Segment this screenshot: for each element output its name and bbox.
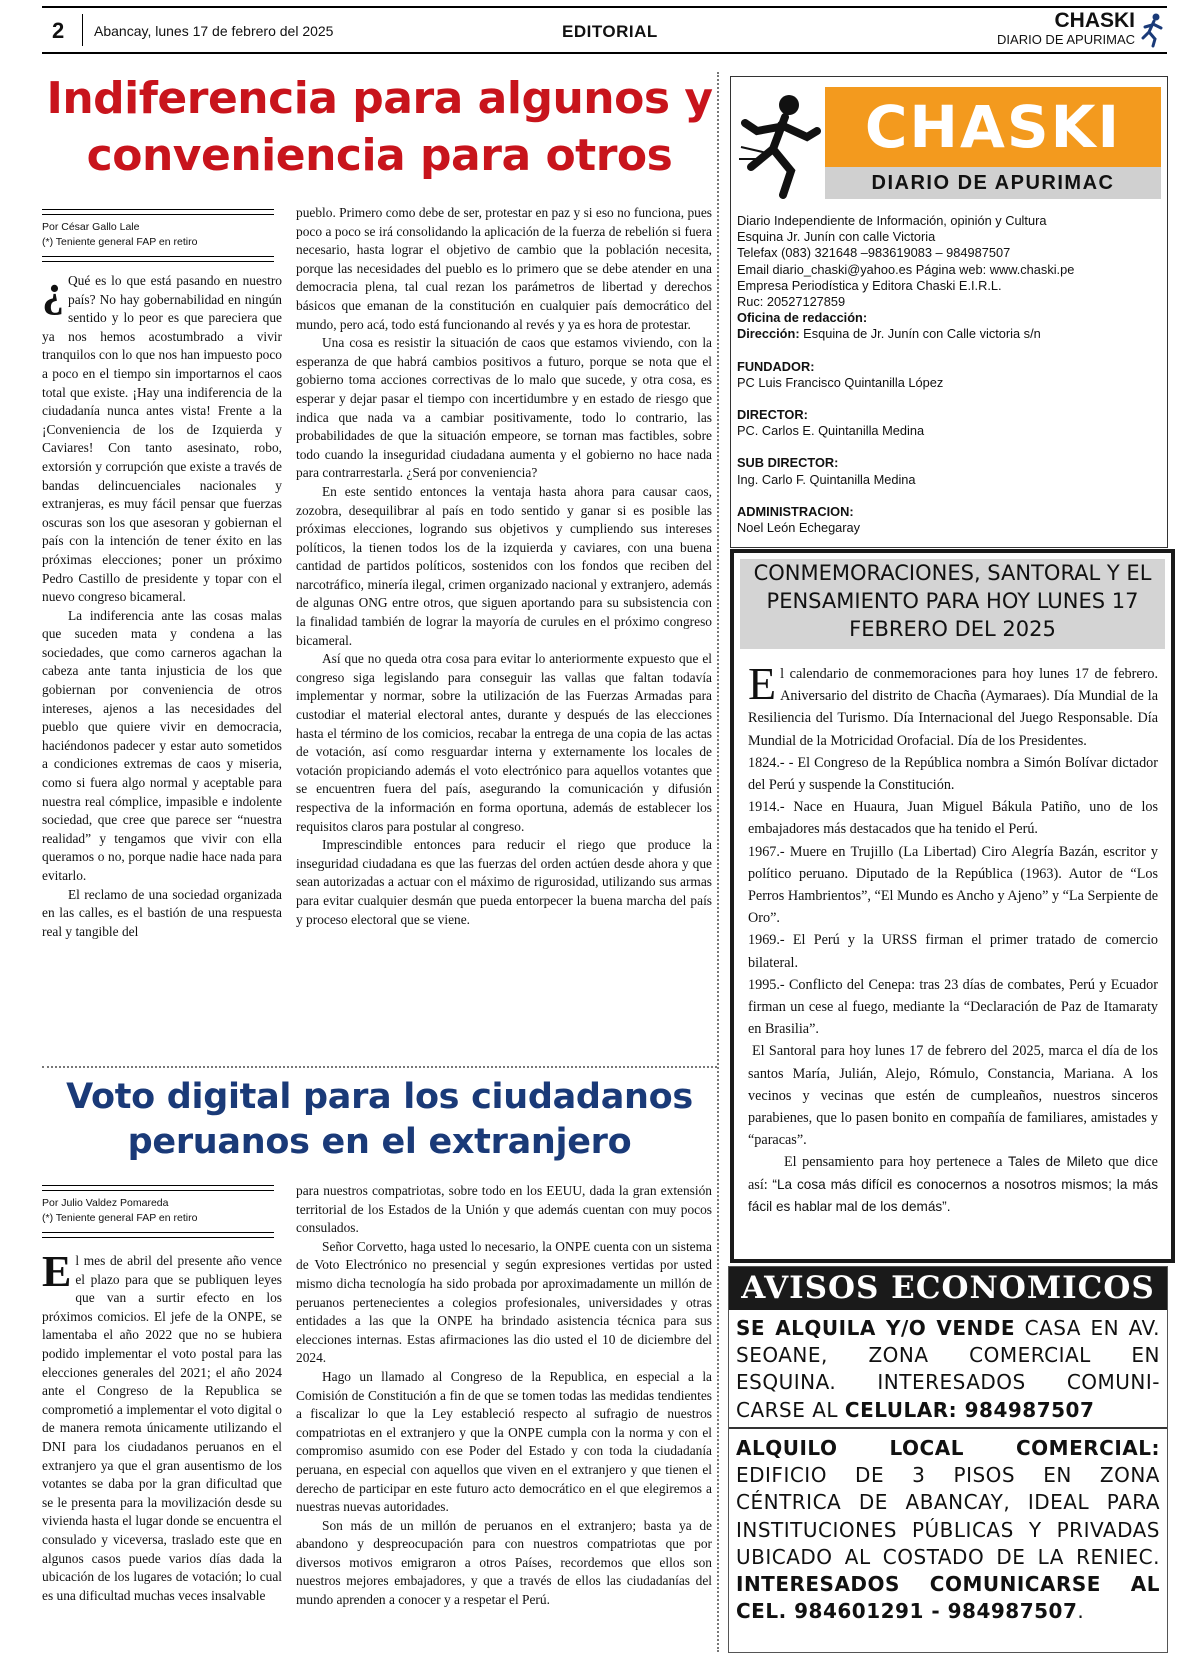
article1-paragraph: Una cosa es resistir la situación de caos que estamos viviendo, con la esperanza de que habrá cambios positivos a futuro, porque se nota que el gobierno toma acciones correctivas de lo malo que sucede, y otra cosa, es esperar y dejar pasar el tiempo con incertidumbre y en estado de riesgo que indica que nada va a cambiar positivamente, todo lo contrario, las probabilidades de que la situación empeore, se tornan mas factibles, sobre todo cuando la inseguridad ciudadana aumenta y el gobierno no hace nada para contrarrestarla. ¿Será por conveniencia? bbox=[296, 335, 712, 481]
address-label: Dirección: bbox=[737, 326, 800, 342]
header-brand bbox=[997, 10, 1135, 47]
article2-column2 bbox=[296, 1182, 712, 1610]
byline-rule bbox=[42, 1232, 274, 1238]
masthead-line: Ruc: 20527127859 bbox=[737, 294, 846, 310]
article1-paragraph: En este sentido entonces la ventaja hasta ahora para causar caos, zozobra, desequilibrar al país en todo sentido y ganar si es posible las próximas elecciones, logrando sus objetivos y cumpliendo sus intereses políticos, la tienen todos los de la izquierda y caviares, con una buena cantidad de partidos políticos, sostenidos con los fondos que reciben del narcotráfico, minería ilegal, crimen organizado nacional y extranjero, además de algunas ONG entre otros, que siguen aportando para su subsistencia con la finalidad también de lograr la mayoría de curules en el próximo congreso bicameral. bbox=[296, 483, 712, 648]
admin-label: ADMINISTRACION: bbox=[737, 503, 854, 519]
article2-headline bbox=[42, 1075, 717, 1165]
commemorations-title-line: PENSAMIENTO PARA HOY LUNES 17 bbox=[766, 589, 1139, 613]
ad-heading: ALQUILO LOCAL COMERCIAL: bbox=[736, 1436, 1160, 1460]
runner-icon bbox=[737, 87, 825, 199]
thought-quote: “La cosa más difícil es conocernos a nosotros mismos; la más fácil es hablar mal de los demás”. bbox=[748, 1176, 1159, 1214]
admin-name: Noel León Echegaray bbox=[737, 520, 861, 536]
chaski-logo bbox=[737, 87, 1161, 199]
office-label: Oficina de redacción: bbox=[737, 310, 868, 326]
commemorations-title-line: FEBRERO DEL 2025 bbox=[849, 617, 1056, 641]
ad-end: . bbox=[1077, 1599, 1085, 1624]
header-divider bbox=[82, 14, 83, 46]
article1-paragraph: Imprescindible entonces para reducir el riego que produce la inseguridad ciudadana es que las fuerzas del orden actúen desde ahora y que sean autorizadas a actuar con el máximo de rigurosidad, utilizando sus armas para evitar cualquier desmán que pueda entorpecer la buena marcha del país y proceso electoral que se viene. bbox=[296, 837, 712, 927]
article1-column1 bbox=[42, 267, 282, 941]
subdirector-label: SUB DIRECTOR: bbox=[737, 455, 839, 471]
ad-text: EDIFICIO DE 3 PISOS EN ZONA CÉNTRICA DE ABANCAY, IDEAL PARA INSTITUCIONES PÚBLICAS Y PRIVADAS UBICADO AL COSTADO DE LA RENIEC. bbox=[736, 1463, 1160, 1569]
masthead-line: Empresa Periodística y Editora Chaski E.I.R.L. bbox=[737, 277, 1002, 293]
ad-phone: INTERESADOS COMUNICARSE AL CEL. 984601291 - 984987507 bbox=[736, 1572, 1160, 1624]
ad-heading: SE ALQUILA Y/O VENDE bbox=[736, 1316, 1016, 1340]
brand-name: CHASKI bbox=[1054, 9, 1135, 32]
runner-icon bbox=[1139, 12, 1167, 48]
masthead-line: Email diario_chaski@yahoo.es Página web: www.chaski.pe bbox=[737, 261, 1075, 277]
article-divider bbox=[42, 1066, 717, 1068]
paragraph-text: Qué es lo que está pasando en nuestro país? No hay gobernabilidad en ningún sentido y lo peor es que pareciera que ya nos hemos acostumbrado a vivir tranquilos con lo que nos han impuesto poco a poco en el tiempo sin importarnos el caos total que existe. ¡Hay una indiferencia de la ciudadanía nunca antes vista! Frente a la ¡Conveniencia de los de Izquierda y Caviares! Con tanto asesinato, robo, extorsión y corrupción que existe a través de bandas delincuenciales nacionales y extranjeras, es muy fácil pensar que fuerzas oscuras son los que asesoran y gobiernan el país con la intención de tener éxito en las próximas elecciones; poner un próximo Pedro Castillo de presidente y topar con el nuevo congreso bicameral. bbox=[42, 273, 282, 605]
article1-paragraph: pueblo. Primero como debe de ser, protestar en paz y si eso no funciona, pues poco a poco se irá consolidando la aplicación de la fuerza de rebelión si fuera necesario, hasta lograr el objetivo de cambio que la población necesita, porque las necesidades del pueblo es lo primero que se debe atender en una democracia plena, tal cual rezan los parámetros de libertad y derechos básicos que emanan de la constitución en cualquier país democrático del mundo, pero acá, todo está funcionando al revés y ya es hora de protestar. bbox=[296, 205, 712, 332]
column-divider bbox=[717, 72, 719, 1652]
classifieds-title: AVISOS ECONOMICOS bbox=[729, 1267, 1167, 1310]
event-item: 1967.- Muere en Trujillo (La Libertad) Ciro Alegría Bazán, escritor y político peruano. Diputado de la República (1963). Autor de “Los Perros Hambrientos”, “El Mundo es Ancho y Ajeno” y “La Serpiente de Oro”. bbox=[748, 843, 1158, 927]
masthead-box bbox=[730, 76, 1168, 548]
article2-paragraph bbox=[42, 1247, 282, 1605]
logo-title: CHASKI bbox=[825, 87, 1161, 167]
byline-rule bbox=[42, 1185, 274, 1191]
article1-column2 bbox=[296, 204, 712, 929]
address-value: Esquina de Jr. Junín con Calle victoria s/n bbox=[803, 326, 1041, 342]
event-item: 1914.- Nace en Huaura, Juan Miguel Bákula Patiño, uno de los embajadores más destacados que ha tenido el Perú. bbox=[748, 799, 1158, 838]
thought-intro: El pensamiento para hoy pertenece a bbox=[784, 1154, 1009, 1171]
thought-paragraph bbox=[748, 1151, 1158, 1218]
article1-headline-line2: conveniencia para otros bbox=[86, 130, 673, 181]
masthead-line: Diario Independiente de Información, opinión y Cultura bbox=[737, 213, 1047, 228]
commemorations-intro bbox=[748, 658, 1158, 752]
ad-text: CASA EN AV. SEOANE, ZONA COMERCIAL EN ESQUINA. INTERESADOS COMUNI-CARSE AL bbox=[736, 1316, 1160, 1422]
article1-paragraph: La indiferencia ante las cosas malas que suceden mata y condena a las sociedades, que como carneros agachan la cabeza ante tanta injusticia de los que gobiernan por conveniencia de otros intereses, ajenos a las necesidades del pueblo que quiere vivir en democracia, haciéndonos padecer y estar auto sometidos a condiciones extremas de caos y miseria, como si fuera algo normal y aceptable para nuestra real cómplice, impasible e indolente sociedad, que cree que parece ser “nuestra realidad” y tengamos que vivir con ella queramos o no, porque nadie hace nada para evitarlo. bbox=[42, 607, 282, 883]
byline-rule bbox=[42, 256, 274, 262]
brand-subtitle: DIARIO DE APURIMAC bbox=[997, 32, 1135, 47]
ad-phone: CELULAR: 984987507 bbox=[844, 1397, 1095, 1422]
masthead-info bbox=[737, 213, 1161, 536]
article2-byline bbox=[42, 1185, 274, 1238]
thought-author: Tales de Mileto bbox=[1008, 1154, 1103, 1170]
article1-byline bbox=[42, 209, 274, 262]
paragraph-text: l calendario de conmemoraciones para hoy lunes 17 de febrero. Aniversario del distrito de Chacña (Aymaraes). Día Mundial de la Resiliencia del Turismo. Día Internacional del Juego Responsable. Día Mundial de la Motricidad Orofacial. Día de los Presidentes. bbox=[748, 666, 1158, 749]
drop-cap: E bbox=[748, 658, 777, 709]
article2-headline-line2: peruanos en el extranjero bbox=[127, 1122, 632, 1162]
classified-ad bbox=[736, 1435, 1160, 1625]
masthead-line: Telefax (083) 321648 –983619083 – 984987507 bbox=[737, 245, 1011, 261]
drop-cap: ¿ bbox=[42, 267, 64, 316]
page-header bbox=[42, 6, 1167, 54]
paragraph-text: l mes de abril del presente año vence el plazo para que se publiquen leyes que van a surtir efecto en los próximos comicios. El jefe de la ONPE, se lamentaba el año 2022 que no se hubiera podido implementar el voto postal para las elecciones generales del 2021; el año 2024 ante el Congreso de la Republica se comprometió a implementar el voto digital o de manera remota únicamente utilizando el DNI para los ciudadanos peruanos en el extranjero ya que el gran ausentismo de los votantes se daba por la gran dificultad que se le presenta para la movilización desde su vivienda hasta el lugar donde se encuentra el consulado y viceversa, traslado este que en algunos casos puede varios días dada la ubicación de los lugares de votación; lo cual es una dificultad muchas veces insalvable bbox=[42, 1253, 282, 1603]
event-item: 1995.- Conflicto del Cenepa: tras 23 días de combates, Perú y Ecuador firman un cese al fuego, mediante la “Declaración de Paz de Itamaraty en Brasilia”. bbox=[748, 976, 1158, 1038]
ad-divider bbox=[729, 1427, 1167, 1429]
article2-headline-line1: Voto digital para los ciudadanos bbox=[66, 1077, 693, 1117]
event-item: 1824.- - El Congreso de la República nombra a Simón Bolívar dictador del Perú y suspende la Constitución. bbox=[748, 754, 1158, 794]
article1-paragraph: Así que no queda otra cosa para evitar lo anteriormente expuesto que el congreso siga legislando para conseguir las vallas que faltan todavía implementar y normar, sobre la utilización de las Fuerzas Armadas para custodiar el material electoral antes, durante y después de las elecciones hasta el término de los comicios, recabar la entrega de una copia de las actas de votación, así como resguardar interna y externamente los locales de votación propiciando además el voto electrónico para aquellos votantes que se encuentren fuera del país, asegurando la comunicación y difusión respectiva de la información en forma oportuna, además de establecer los requisitos claros para postular al congreso. bbox=[296, 651, 712, 834]
article2-author: Por Julio Valdez Pomareda bbox=[42, 1197, 169, 1209]
commemorations-title-line: CONMEMORACIONES, SANTORAL Y EL bbox=[753, 561, 1152, 585]
article2-paragraph: Hago un llamado al Congreso de la Republica, en especial a la Comisión de Constitución a fin de que se tomen todas las medidas tendientes a fiscalizar lo que la Ley estableció respecto al sufragio de nuestros compatriotas en el extranjero y que la ONPE cumpla con la norma y con el compromiso asumido con ese Poder del Estado y con toda la ciudadanía peruana, en especial con aquellos que viven en el extranjero y que tienen el derecho de participar en este futuro acto democrático en el que elegiremos a nuestras nuevas autoridades. bbox=[296, 1368, 712, 1515]
article1-author-role: (*) Teniente general FAP en retiro bbox=[42, 236, 198, 248]
article2-author-role: (*) Teniente general FAP en retiro bbox=[42, 1212, 198, 1224]
santoral-paragraph: El Santoral para hoy lunes 17 de febrero del 2025, marca el día de los santos María, Julián, Alejo, Rómulo, Constancia, Mariana. A los vecinos y vecinas que estén de cumpleaños, nuestros sinceros parabienes, que lo pasen bonito en compañía de familiares, amistades y “paracas”. bbox=[748, 1043, 1158, 1149]
article2-column1 bbox=[42, 1247, 282, 1605]
classifieds-box bbox=[728, 1266, 1168, 1653]
classified-ad bbox=[736, 1315, 1160, 1424]
commemorations-title bbox=[740, 559, 1165, 649]
founder-name: PC Luis Francisco Quintanilla López bbox=[737, 374, 944, 390]
commemorations-box bbox=[730, 549, 1175, 1263]
article1-author: Por César Gallo Lale bbox=[42, 221, 140, 233]
byline-rule bbox=[42, 209, 274, 215]
subdirector-name: Ing. Carlo F. Quintanilla Medina bbox=[737, 471, 916, 487]
thought-mid: que dice así: bbox=[748, 1154, 1158, 1193]
article1-headline bbox=[42, 70, 717, 184]
section-title: EDITORIAL bbox=[562, 22, 658, 41]
director-name: PC. Carlos E. Quintanilla Medina bbox=[737, 423, 925, 439]
article2-paragraph: para nuestros compatriotas, sobre todo en los EEUU, dada la gran extensión territorial de los Estados de la Unión y que además cuentan con muy pocos consulados. bbox=[296, 1183, 712, 1236]
masthead-line: Esquina Jr. Junín con calle Victoria bbox=[737, 229, 936, 245]
article1-paragraph bbox=[42, 267, 282, 607]
logo-subtitle: DIARIO DE APURIMAC bbox=[825, 167, 1161, 199]
address-line bbox=[737, 326, 1161, 342]
article1-headline-line1: Indiferencia para algunos y bbox=[46, 73, 713, 124]
founder-label: FUNDADOR: bbox=[737, 358, 815, 374]
article2-paragraph: Señor Corvetto, haga usted lo necesario, la ONPE cuenta con un sistema de Voto Electrónico no presencial y según expresiones vertidas por usted mismo dicha tecnología ha sido probada por aproximadamente un millón de peruanos pertenecientes a colegios profesionales, universidades y otras entidades a las que la ONPE ha brindado asistencia técnica para sus elecciones internas. Estas afirmaciones las dio usted el 10 de diciembre del 2024. bbox=[296, 1238, 712, 1366]
page-number: 2 bbox=[52, 18, 65, 43]
article2-paragraph: Son más de un millón de peruanos en el extranjero; basta ya de abandono y despreocupación para con nuestros compatriotas que por diversos motivos emigraron a otros Países, recordemos que ellos son nuestros mejores embajadores, y que a través de ellos las ciudadanías del mundo aprenden a conocer y a respetar el Perú. bbox=[296, 1517, 712, 1608]
event-item: 1969.- El Perú y la URSS firman el primer tratado de comercio bilateral. bbox=[748, 932, 1158, 971]
article1-paragraph: El reclamo de una sociedad organizada en las calles, es el bastión de una respuesta real y tangible del bbox=[42, 886, 282, 939]
drop-cap: E bbox=[42, 1247, 72, 1296]
commemorations-body bbox=[748, 658, 1159, 1218]
issue-date: Abancay, lunes 17 de febrero del 2025 bbox=[94, 23, 334, 39]
director-label: DIRECTOR: bbox=[737, 407, 808, 423]
